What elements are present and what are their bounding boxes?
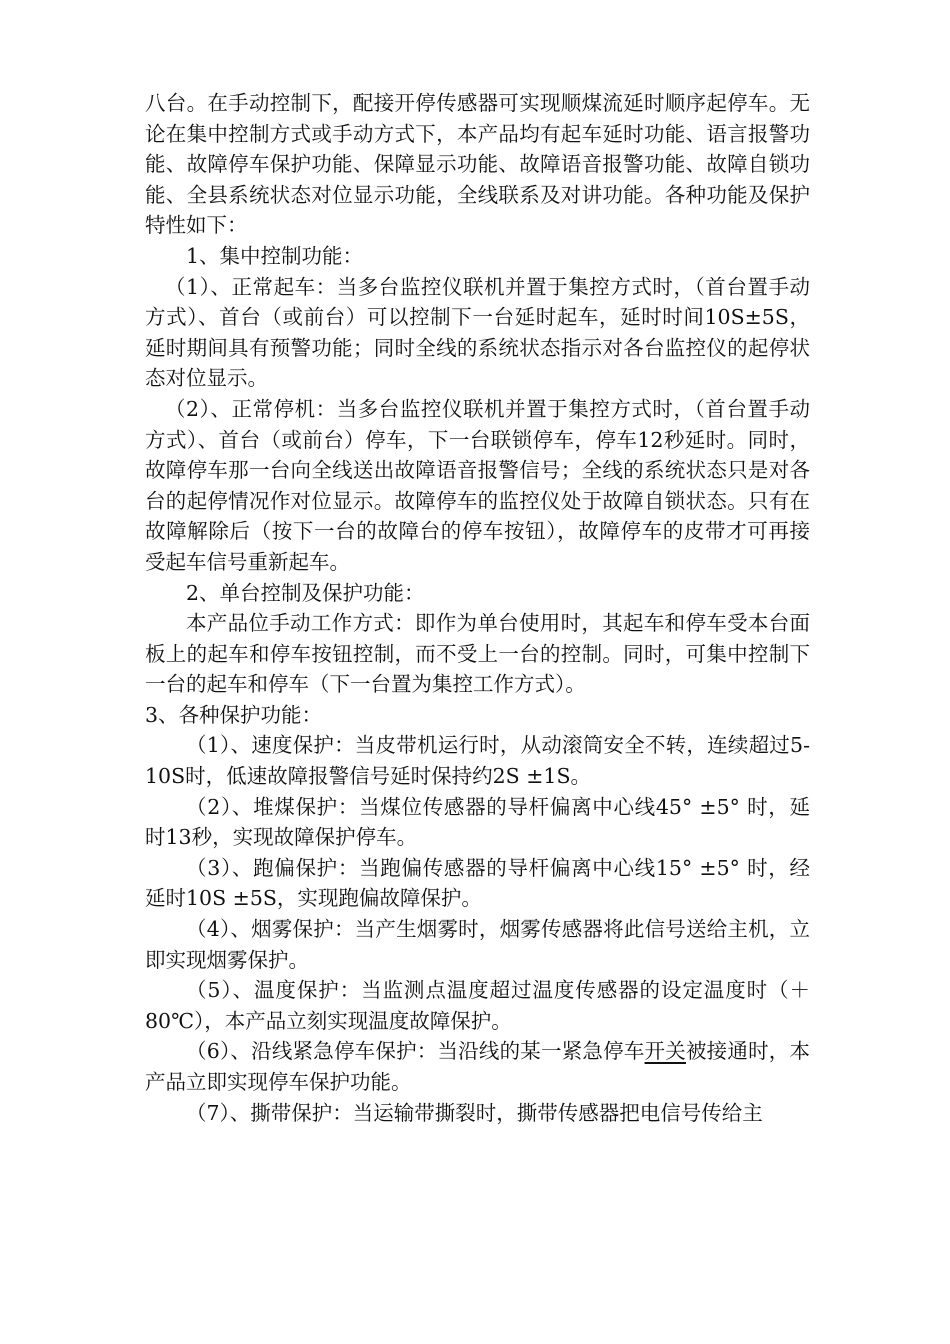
emergency-stop-text-after: 被接通时，本产品立即实现停车保护功能。: [145, 1039, 811, 1094]
paragraph-speed-protection: （1）、速度保护：当皮带机运行时，从动滚筒安全不转，连续超过5-10S时，低速故障报警信号延时保持约2S ±1S。: [145, 733, 810, 789]
paragraph-deviation-protection: （3）、跑偏保护：当跑偏传感器的导杆偏离中心线15° ±5° 时，经延时10S ±5S，实现跑偏故障保护。: [145, 855, 810, 911]
paragraph-intro: 八台。在手动控制下，配接开停传感器可实现顺煤流延时顺序起停车。无论在集中控制方式或手动方式下，本产品均有起车延时功能、语言报警功能、故障停车保护功能、保障显示功能、故障语音报警功能、故障自锁功能、全县系统状态对位显示功能，全线联系及对讲功能。各种功能及保护特性如下：: [145, 91, 810, 238]
paragraph-emergency-stop: [145, 1036, 810, 1097]
paragraph-smoke-protection: （4）、烟雾保护：当产生烟雾时，烟雾传感器将此信号送给主机，立即实现烟雾保护。: [145, 917, 810, 972]
paragraph-temperature-protection: （5）、温度保护：当监测点温度超过温度传感器的设定温度时（＋80℃），本产品立刻实现温度故障保护。: [145, 978, 810, 1033]
paragraph-tear-protection: （7）、撕带保护：当运输带撕裂时，撕带传感器把电信号传给主: [186, 1100, 763, 1125]
paragraph-coal-pile-protection: （2）、堆煤保护：当煤位传感器的导杆偏离中心线45° ±5° 时，延时13秒，实现故障保护停车。: [145, 794, 810, 850]
paragraph-normal-stop: （2）、正常停机：当多台监控仪联机并置于集控方式时，（首台置手动方式）、首台（或前台）停车，下一台联锁停车，停车12秒延时。同时，故障停车那一台向全线送出故障语音报警信号；全线的系统状态只是对各台的起停情况作对位显示。故障停车的监控仪处于故障自锁状态。只有在故障解除后（按下一台的故障台的停车按钮），故障停车的皮带才可再接受起车信号重新起车。: [145, 396, 810, 574]
heading-protection-functions: 3、各种保护功能：: [145, 702, 323, 727]
paragraph-normal-start: （1）、正常起车：当多台监控仪联机并置于集控方式时，（首台置手动方式）、首台（或前台）可以控制下一台延时起车，延时时间10S±5S，延时期间具有预警功能；同时全线的系统状态指示对各台监控仪的起停状态对位显示。: [145, 274, 810, 391]
paragraph-manual-mode: 本产品位手动工作方式：即作为单台使用时，其起车和停车受本台面板上的起车和停车按钮控制，而不受上一台的控制。同时，可集中控制下一台的起车和停车（下一台置为集控工作方式）。: [145, 611, 810, 697]
document-page: [145, 88, 810, 1128]
emergency-stop-text-before: （6）、沿线紧急停车保护：当沿线的某一紧急停车: [186, 1039, 645, 1064]
heading-single-control: 2、单台控制及保护功能：: [186, 580, 425, 605]
heading-central-control: 1、集中控制功能：: [186, 243, 364, 268]
switch-underlined-word: 开关: [644, 1039, 686, 1064]
